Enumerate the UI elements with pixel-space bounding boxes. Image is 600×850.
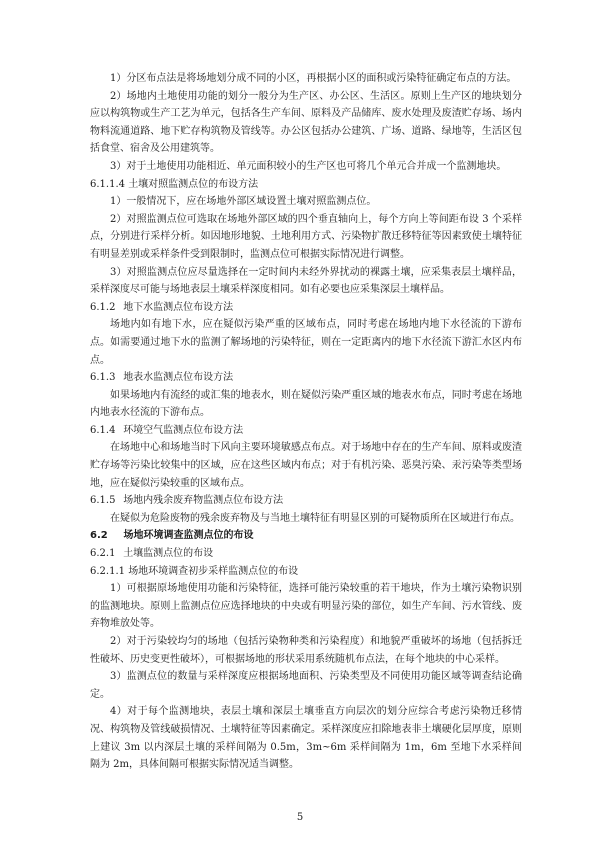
- section-heading: [90, 527, 522, 545]
- section-number: 6.1.3: [90, 372, 116, 384]
- paragraph: 如果场地内有流经的或汇集的地表水，则在疑似污染严重区域的地表水布点，同时考虑在场地内地表水径流的下游布点。: [90, 389, 522, 419]
- paragraph: 3）对照监测点位应尽量选择在一定时间内未经外界扰动的裸露土壤，应采集表层土壤样品，采样深度尽可能与场地表层土壤采样深度相同。如有必要也应采集深层土壤样品。: [90, 266, 522, 296]
- section-title: 土壤监测点位的布设: [123, 548, 214, 560]
- document-body: [90, 70, 522, 774]
- paragraph: 3）监测点位的数量与采样深度应根据场地面积、污染类型及不同使用功能区域等调查结论确定。: [90, 671, 522, 700]
- paragraph: 在场地中心和场地当时下风向主要环境敏感点布点。对于场地中存在的生产车间、原料或废渣贮存场等污染比较集中的区域，应在这些区域内布点；对于有机污染、恶臭污染、汞污染等类型场地，应在疑似污染较重的区域布点。: [90, 442, 522, 489]
- paragraph: 场地内如有地下水，应在疑似污染严重的区域布点，同时考虑在场地内地下水径流的下游布点。如需要通过地下水的监测了解场地的污染特征，则在一定距离内的地下水径流下游汇水区内布点。: [90, 319, 522, 366]
- paragraph: 1）分区布点法是将场地划分成不同的小区，再根据小区的面积或污染特征确定布点的方法。: [110, 73, 517, 84]
- section-heading: [90, 492, 522, 510]
- section-number: 6.1.2: [90, 301, 116, 313]
- paragraph: 2）场地内土地使用功能的划分一般分为生产区、办公区、生活区。原则上生产区的地块划分应以构筑物或生产工艺为单元，包括各生产车间、原料及产品储库、废水处理及废渣贮存场、场内物料流通道路、地下贮存构筑物及管线等。办公区包括办公建筑、广场、道路、绿地等，生活区包括食堂、宿舍及公用建筑等。: [90, 90, 522, 155]
- section-title: 地表水监测点位布设方法: [123, 372, 234, 384]
- paragraph: 1）一般情况下，应在场地外部区域设置土壤对照监测点位。: [110, 196, 377, 208]
- section-number: 6.1.1.4: [90, 178, 125, 190]
- section-heading: [90, 545, 522, 563]
- section-number: 6.2.1.1: [90, 565, 125, 577]
- section-title: 地下水监测点位布设方法: [123, 301, 234, 313]
- paragraph: 在疑似为危险废物的残余废弃物及与当地土壤特征有明显区别的可疑物质所在区域进行布点。: [110, 512, 520, 524]
- section-number: 6.1.4: [90, 424, 116, 436]
- section-heading: [90, 422, 522, 440]
- paragraph: 2）对于污染较均匀的场地（包括污染物种类和污染程度）和地貌严重破坏的场地（包括拆迁性破坏、历史变更性破坏），可根据场地的形状采用系统随机布点法，在每个地块的中心采样。: [90, 636, 522, 665]
- section-heading: [90, 299, 522, 317]
- paragraph: 4）对于每个监测地块，表层土壤和深层土壤垂直方向层次的划分应综合考虑污染物迁移情况、构筑物及管线破损情况、土壤特征等因素确定。采样深度应扣除地表非土壤硬化层厚度，原则上建议 3m 以内深层土壤的采样间隔为 0.5m，3m~6m 采样间隔为 1m，6m 至地下水采样间隔为 2m，具体间隔可根据实际情况适当调整。: [90, 706, 522, 771]
- section-number: 6.2: [90, 530, 108, 542]
- paragraph: 3）对于土地使用功能相近、单元面积较小的生产区也可将几个单元合并成一个监测地块。: [110, 160, 507, 172]
- section-title: 土壤对照监测点位的布设方法: [128, 178, 259, 190]
- page-number: 5: [296, 812, 304, 823]
- section-title: 环境空气监测点位布设方法: [123, 424, 244, 436]
- section-heading: [90, 369, 522, 387]
- section-number: 6.2.1: [90, 548, 116, 560]
- paragraph: 2）对照监测点位可选取在场地外部区域的四个垂直轴向上，每个方向上等间距布设 3 个采样点，分别进行采样分析。如因地形地貌、土地利用方式、污染物扩散迁移特征等因素致使土壤特征有明显差别或采样条件受到限制时，监测点位可根据实际情况进行调整。: [90, 213, 522, 260]
- section-title: 场地环境调查监测点位的布设: [123, 530, 254, 542]
- section-title: 场地环境调查初步采样监测点位的布设: [128, 565, 299, 577]
- section-heading: [90, 563, 522, 581]
- section-title: 场地内残余废弃物监测点位布设方法: [123, 495, 284, 507]
- section-heading: [90, 176, 522, 194]
- paragraph: 1）可根据原场地使用功能和污染特征，选择可能污染较重的若干地块，作为土壤污染物识别的监测地块。原则上监测点位应选择地块的中央或有明显污染的部位，如生产车间、污水管线、废弃物堆放处等。: [90, 583, 522, 630]
- section-number: 6.1.5: [90, 495, 116, 507]
